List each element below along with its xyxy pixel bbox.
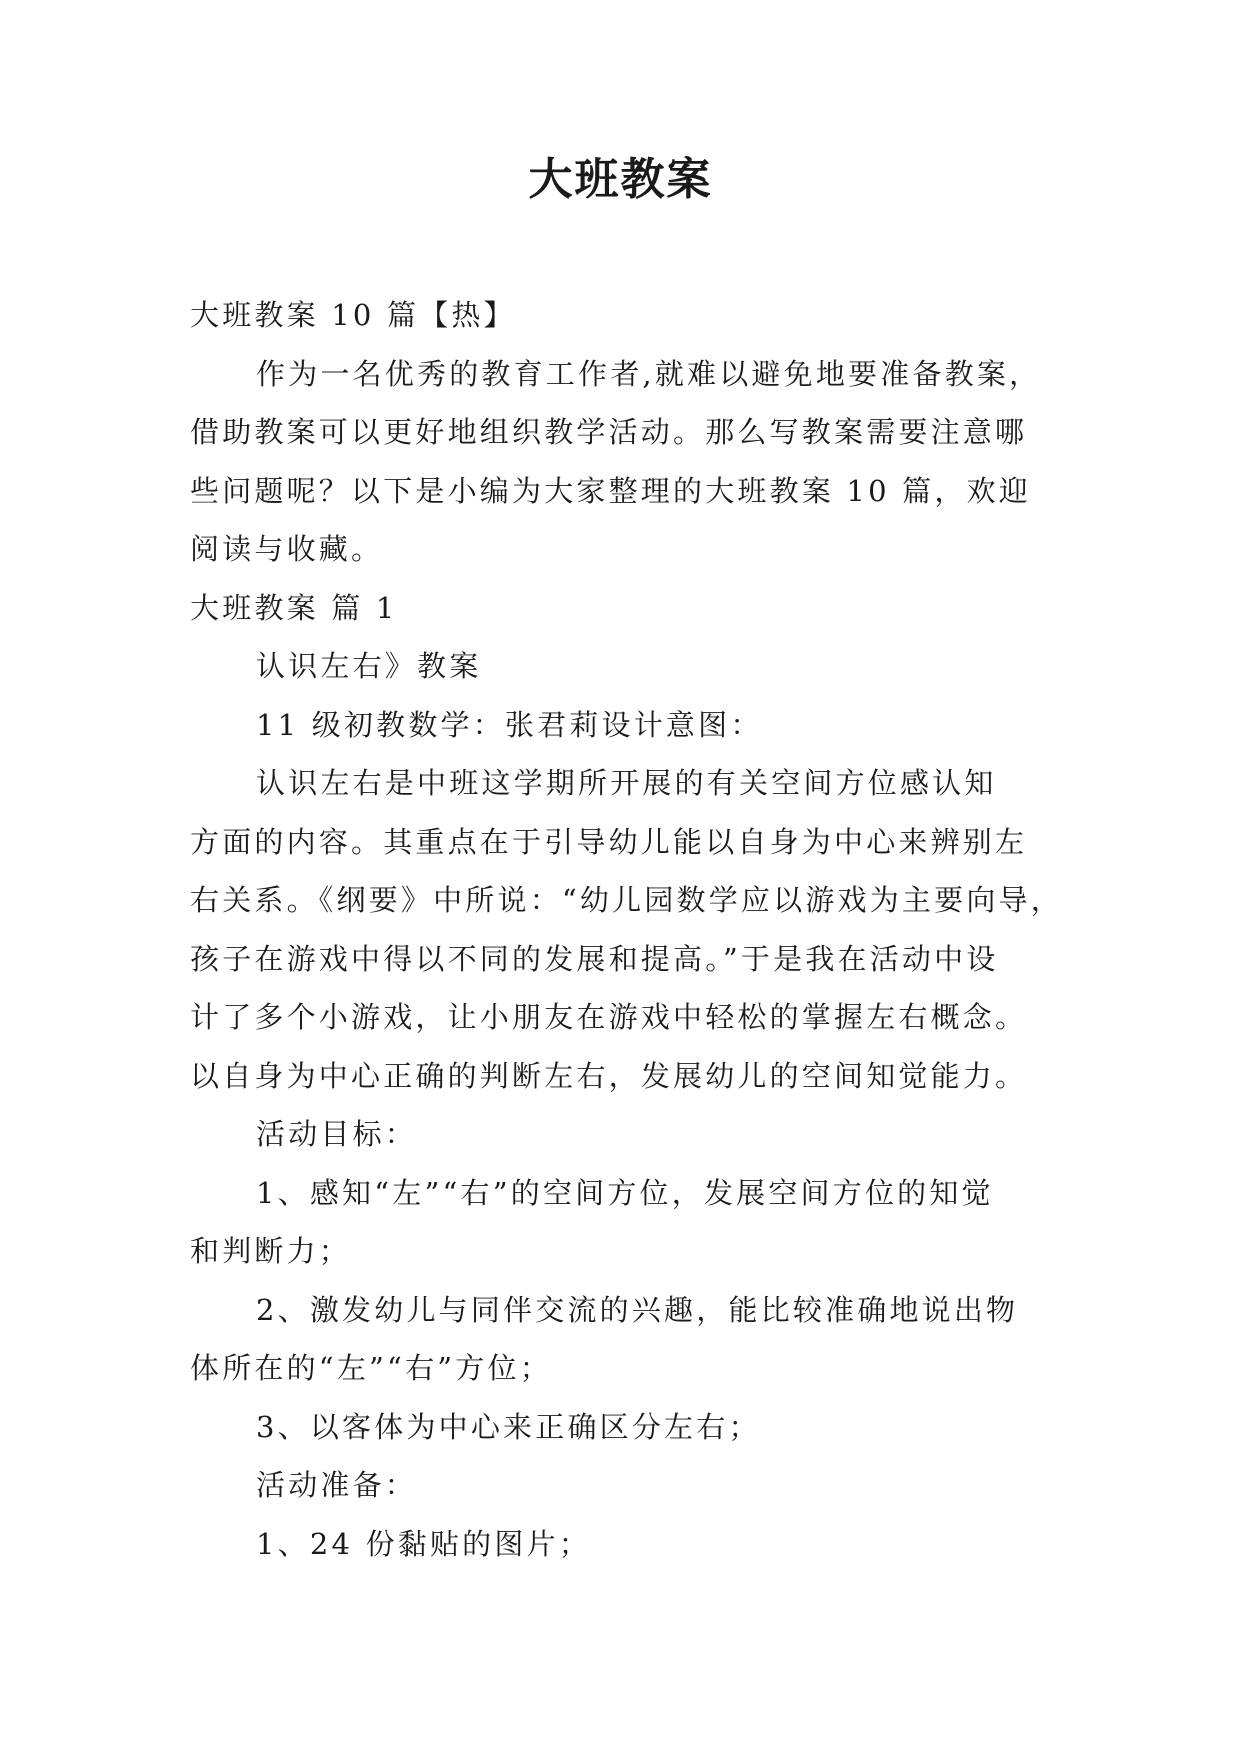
design-intent-line: 认识左右是中班这学期所开展的有关空间方位感认知 bbox=[256, 766, 997, 800]
goal-item-line: 和判断力； bbox=[190, 1234, 352, 1268]
section-heading: 大班教案 篇 1 bbox=[190, 590, 398, 625]
author-line: 11 级初教数学：张君莉设计意图： bbox=[256, 707, 763, 742]
document-body bbox=[190, 286, 1063, 1573]
design-intent-line: 方面的内容。其重点在于引导幼儿能以自身为中心来辨别左 bbox=[190, 824, 1028, 859]
goals-heading: 活动目标： bbox=[256, 1117, 418, 1151]
intro-paragraph-line: 阅读与收藏。 bbox=[190, 532, 384, 566]
design-intent-line: 右关系。《纲要》中所说：“幼儿园数学应以游戏为主要向导， bbox=[190, 883, 1063, 917]
goal-item-line: 3、以客体为中心来正确区分左右； bbox=[256, 1409, 761, 1444]
preparation-heading: 活动准备： bbox=[256, 1468, 418, 1502]
document-title: 大班教案 bbox=[528, 154, 713, 205]
lesson-title-line: 认识左右》教案 bbox=[256, 649, 482, 683]
intro-paragraph-line: 借助教案可以更好地组织教学活动。那么写教案需要注意哪 bbox=[190, 415, 1028, 449]
preparation-item-line: 1、24 份黏贴的图片； bbox=[256, 1526, 591, 1561]
goal-item-line: 2、激发幼儿与同伴交流的兴趣，能比较准确地说出物 bbox=[256, 1292, 1019, 1327]
intro-paragraph-line: 作为一名优秀的教育工作者,就难以避免地要准备教案， bbox=[256, 356, 1042, 391]
design-intent-line: 以自身为中心正确的判断左右，发展幼儿的空间知觉能力。 bbox=[190, 1058, 1028, 1093]
intro-paragraph-line: 些问题呢？以下是小编为大家整理的大班教案 10 篇，欢迎 bbox=[190, 473, 1031, 508]
goal-item-line: 1、感知“左”“右”的空间方位，发展空间方位的知觉 bbox=[256, 1175, 994, 1210]
goal-item-line: 体所在的“左”“右”方位； bbox=[190, 1351, 552, 1385]
design-intent-line: 计了多个小游戏，让小朋友在游戏中轻松的掌握左右概念。 bbox=[190, 1000, 1028, 1034]
design-intent-line: 孩子在游戏中得以不同的发展和提高。”于是我在活动中设 bbox=[190, 941, 999, 976]
heading-line: 大班教案 10 篇【热】 bbox=[190, 298, 516, 332]
